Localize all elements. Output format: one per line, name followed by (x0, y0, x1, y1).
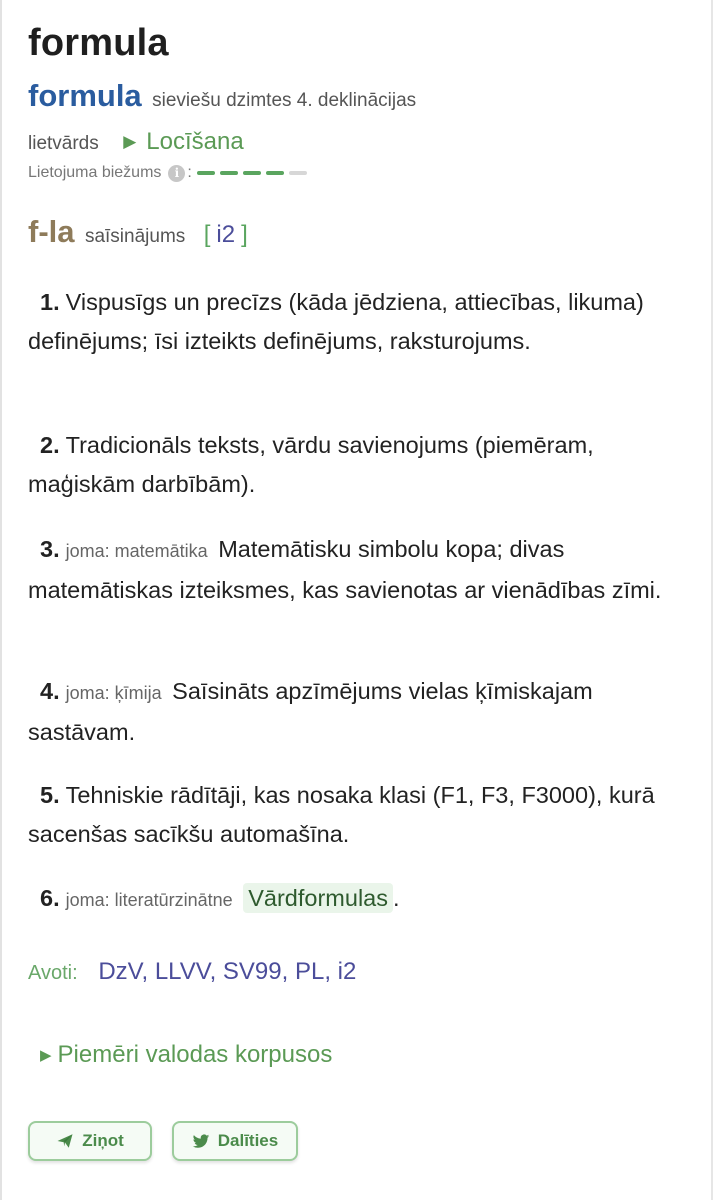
sense-text: Vispusīgs un precīzs (kāda jēdziena, attiecības, likuma) definējums; īsi izteikts definējums, raksturojums. (28, 289, 644, 354)
source-bracket-open: [ (203, 221, 211, 248)
sense-5 (28, 776, 683, 854)
frequency-bar (197, 171, 215, 175)
source-separator: , (209, 958, 217, 985)
source-separator: , (324, 958, 331, 985)
sense-domain: joma: ķīmija (65, 683, 162, 703)
pos-line (28, 128, 244, 156)
inflection-link[interactable] (123, 128, 243, 155)
play-triangle-icon: ▶ (123, 132, 137, 151)
sense-text: Tradicionāls teksts, vārdu savienojums (piemēram, maģiskām darbībām). (28, 432, 594, 497)
frequency-line (28, 164, 307, 182)
play-triangle-icon: ▶ (40, 1047, 52, 1064)
sense-2 (28, 426, 683, 504)
sense-3 (28, 530, 683, 610)
abbreviation-label: saīsinājums (84, 226, 186, 247)
sense-number: 2. (40, 432, 60, 458)
twitter-bird-icon (192, 1132, 210, 1150)
frequency-label: Lietojuma biežums (28, 164, 162, 181)
frequency-bar (266, 171, 284, 175)
sense-text: Matemātisku simbolu kopa; divas matemātiskas izteiksmes, kas savienotas ar vienādības zīmi. (28, 536, 662, 603)
report-button[interactable] (28, 1121, 152, 1161)
sense-number: 5. (40, 782, 60, 808)
frequency-meter (197, 171, 307, 175)
source-link-dzv[interactable]: DzV (98, 958, 142, 985)
sense-number: 6. (40, 885, 60, 911)
corpus-examples-toggle[interactable] (40, 1041, 332, 1069)
share-button-label: Dalīties (217, 1131, 279, 1150)
sense-number: 3. (40, 536, 60, 562)
page-frame-left (0, 0, 2, 1200)
sense-6 (28, 879, 683, 920)
sense-domain: joma: matemātika (65, 541, 208, 561)
source-link-llvv[interactable]: LLVV (154, 958, 210, 985)
frequency-colon: : (187, 164, 192, 181)
cross-reference-link[interactable]: Vārdformulas (243, 883, 393, 913)
sense-text: Tehniskie rādītāji, kas nosaka klasi (F1, F3, F3000), kurā sacenšas sacīkšu automašīna. (28, 782, 655, 847)
sources-line (28, 958, 356, 986)
sense-text: Saīsināts apzīmējums vielas ķīmiskajam sastāvam. (28, 678, 593, 745)
sense-trailing-period: . (392, 885, 400, 911)
share-button[interactable] (172, 1121, 298, 1161)
source-separator: , (141, 958, 149, 985)
report-button-label: Ziņot (82, 1131, 124, 1150)
frequency-bar (220, 171, 238, 175)
sources-label: Avoti: (28, 962, 78, 984)
source-bracket-close: ] (241, 221, 248, 248)
sense-number: 4. (40, 678, 60, 704)
frequency-bar (243, 171, 261, 175)
part-of-speech: lietvārds (28, 133, 99, 154)
inflection-link-label: Locīšana (146, 128, 244, 155)
corpus-examples-label: Piemēri valodas korpusos (57, 1041, 333, 1068)
abbreviation: f-la (28, 214, 75, 249)
source-link-i2[interactable]: i2 (337, 958, 357, 985)
entry-headword: formula (28, 22, 169, 64)
source-link-sv99[interactable]: SV99 (222, 958, 282, 985)
grammar-info: sieviešu dzimtes 4. deklinācijas (152, 90, 417, 111)
source-separator: , (281, 958, 289, 985)
lemma-line (28, 78, 416, 114)
paper-plane-icon (56, 1132, 74, 1150)
frequency-bar (289, 171, 307, 175)
sense-number: 1. (40, 289, 60, 315)
sense-4 (28, 672, 683, 752)
abbreviation-source-link[interactable]: i2 (216, 221, 236, 248)
sense-1 (28, 283, 683, 361)
sense-domain: joma: literatūrzinātne (65, 890, 233, 910)
lemma: formula (28, 78, 142, 113)
source-link-pl[interactable]: PL (294, 958, 325, 985)
abbreviation-line (28, 214, 248, 250)
info-icon[interactable]: i (168, 165, 185, 182)
